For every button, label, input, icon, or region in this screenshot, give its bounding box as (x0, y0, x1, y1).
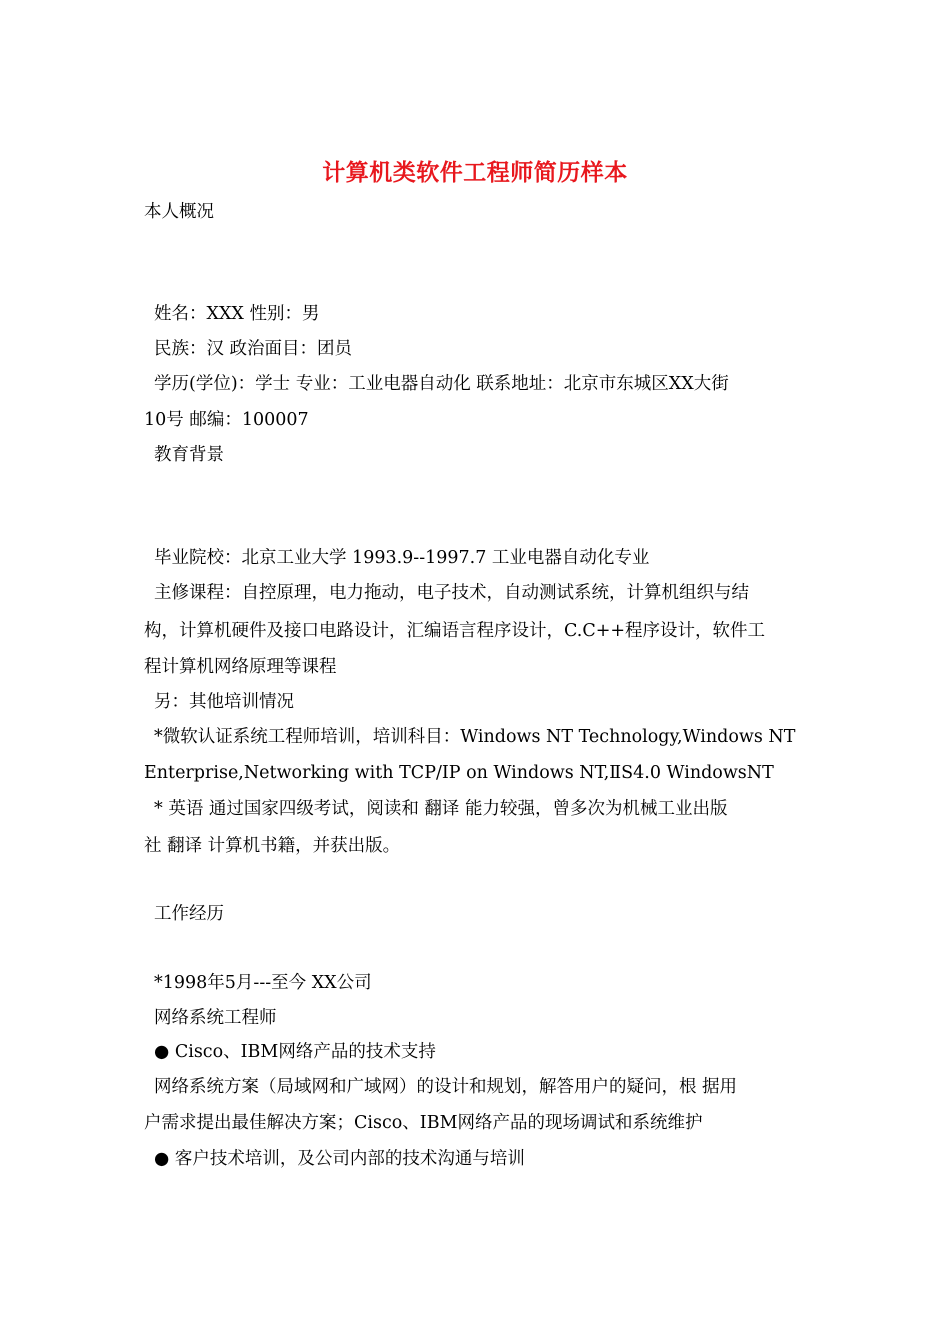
personal-line: 10号 邮编：100007 (144, 410, 309, 430)
education-line: *微软认证系统工程师培训，培训科目：Windows NT Technology,Windows NT (154, 727, 796, 747)
work-line: 网络系统工程师 (154, 1008, 277, 1028)
education-line: 社 翻译 计算机书籍，并获出版。 (144, 836, 401, 856)
education-line: 主修课程：自控原理，电力拖动，电子技术，自动测试系统，计算机组织与结 (154, 583, 749, 603)
work-line: 网络系统方案（局域网和广域网）的设计和规划，解答用户的疑问，根 据用 (154, 1077, 738, 1097)
work-line: ● 客户技术培训，及公司内部的技术沟通与培训 (154, 1149, 525, 1169)
education-line: 程计算机网络原理等课程 (144, 657, 337, 677)
section-heading-work: 工作经历 (154, 904, 224, 924)
personal-line: 民族：汉 政治面目：团员 (154, 339, 353, 359)
personal-line: 姓名：XXX 性别：男 (154, 304, 320, 324)
education-line: 另：其他培训情况 (154, 692, 294, 712)
section-heading-education: 教育背景 (154, 445, 224, 465)
education-line: 毕业院校：北京工业大学 1993.9--1997.7 工业电器自动化专业 (154, 548, 650, 568)
education-line: Enterprise,Networking with TCP/IP on Windows NT,ⅡS4.0 WindowsNT (144, 763, 774, 783)
personal-line: 学历(学位)：学士 专业：工业电器自动化 联系地址：北京市东城区XX大街 (154, 374, 729, 394)
work-line: 户需求提出最佳解决方案；Cisco、IBM网络产品的现场调试和系统维护 (144, 1113, 703, 1133)
education-line: 构，计算机硬件及接口电路设计，汇编语言程序设计，C.C++程序设计，软件工 (144, 621, 766, 641)
work-line: ● Cisco、IBM网络产品的技术支持 (154, 1042, 436, 1062)
section-heading-personal: 本人概况 (144, 202, 214, 222)
work-line: *1998年5月---至今 XX公司 (154, 973, 372, 993)
education-line: * 英语 通过国家四级考试，阅读和 翻译 能力较强，曾多次为机械工业出版 (154, 799, 728, 819)
document-title: 计算机类软件工程师简历样本 (322, 159, 628, 186)
